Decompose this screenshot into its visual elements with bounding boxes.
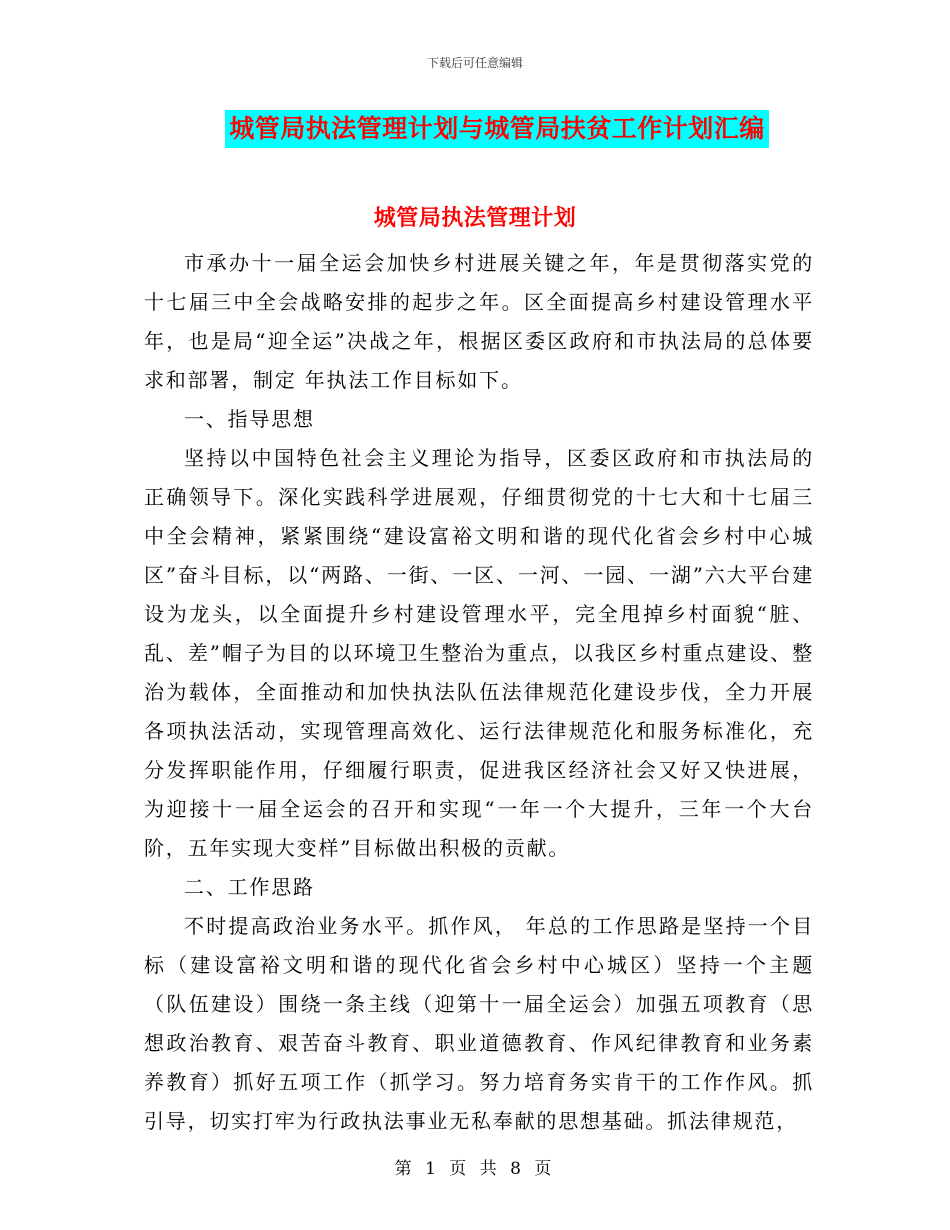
page-footer: 第 1 页 共 8 页 xyxy=(394,1159,556,1179)
document-title: 城管局执法管理计划与城管局扶贫工作计划汇编 xyxy=(225,110,769,148)
section-heading-work-approach: 二、工作思路 xyxy=(184,875,315,899)
header-note: 下载后可任意编辑 xyxy=(426,56,523,70)
document-body xyxy=(144,244,814,1141)
body-paragraph: 市承办十一届全运会加快乡村进展关键之年，年是贯彻落实党的十七届三中全会战略安排的起步之年。区全面提高乡村建设管理水平年，也是局“迎全运”决战之年，根据区委区政府和市执法局的总体要求和部署，制定 年执法工作目标如下。 xyxy=(144,251,814,392)
document-title-container xyxy=(0,110,950,148)
section-heading-guiding-ideology: 一、指导思想 xyxy=(184,407,315,431)
body-paragraph: 坚持以中国特色社会主义理论为指导，区委区政府和市执法局的正确领导下。深化实践科学进展观，仔细贯彻党的十七大和十七届三中全会精神，紧紧围绕“建设富裕文明和谐的现代化省会乡村中心城区”奋斗目标，以“两路、一街、一区、一河、一园、一湖”六大平台建设为龙头，以全面提升乡村建设管理水平，完全甩掉乡村面貌“脏、乱、差”帽子为目的以环境卫生整治为重点，以我区乡村重点建设、整治为载体，全面推动和加快执法队伍法律规范化建设步伐，全力开展各项执法活动，实现管理高效化、运行法律规范化和服务标准化，充分发挥职能作用，仔细履行职责，促进我区经济社会又好又快进展，为迎接十一届全运会的召开和实现“一年一个大提升，三年一个大台阶，五年实现大变样”目标做出积极的贡献。 xyxy=(144,446,814,860)
section-title: 城管局执法管理计划 xyxy=(373,205,577,231)
body-paragraph: 不时提高政治业务水平。抓作风， 年总的工作思路是坚持一个目标（建设富裕文明和谐的现代化省会乡村中心城区）坚持一个主题（队伍建设）围绕一条主线（迎第十一届全运会）加强五项教育（思想政治教育、艰苦奋斗教育、职业道德教育、作风纪律教育和业务素养教育）抓好五项工作（抓学习。努力培育务实肯干的工作作风。抓引导，切实打牢为行政执法事业无私奉献的思想基础。抓法律规范， xyxy=(144,914,814,1133)
